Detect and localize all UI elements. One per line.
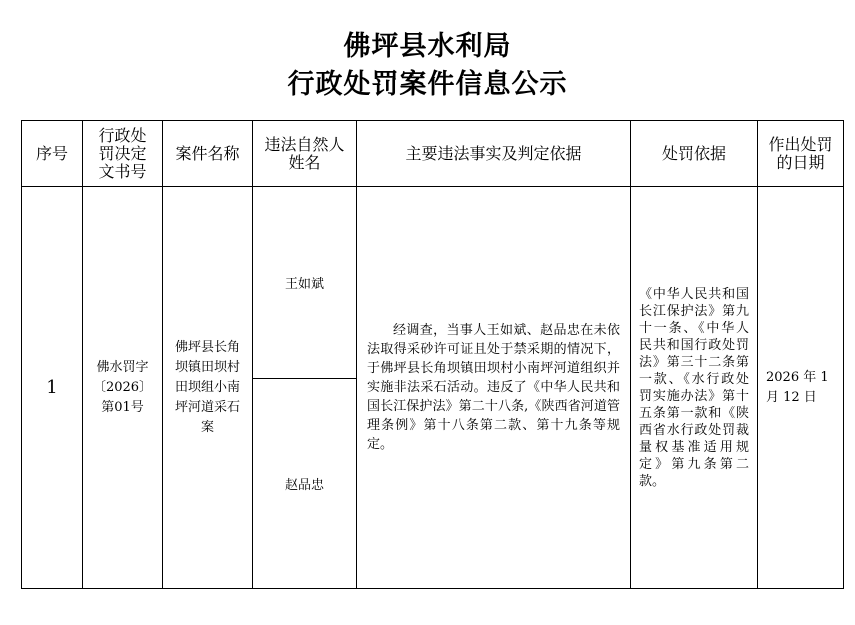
cell-case-name: 佛坪县长角坝镇田坝村田坝组小南坪河道采石案 [163,187,253,589]
header-doc-no: 行政处罚决定文书号 [83,121,163,187]
header-date: 作出处罚的日期 [758,121,844,187]
cell-person-2: 赵品忠 [253,379,357,589]
table-row [22,187,844,379]
header-case-name: 案件名称 [163,121,253,187]
cell-date: 2026 年 1 月 12 日 [758,187,844,589]
header-facts: 主要违法事实及判定依据 [357,121,631,187]
cell-doc-no: 佛水罚字〔2026〕第01号 [83,187,163,589]
cell-person-1: 王如斌 [253,187,357,379]
page-title-line-1: 佛坪县水利局 [343,31,512,62]
page-title-line-2: 行政处罚案件信息公示 [287,69,568,100]
header-row [22,121,844,187]
cell-basis: 《中华人民共和国长江保护法》第九十一条、《中华人民共和国行政处罚法》第三十二条第一款、《水行政处罚实施办法》第十五条第一款和《陕西省水行政处罚裁量权基准适用规定》第九条第二款。 [631,187,758,589]
header-basis: 处罚依据 [631,121,758,187]
case-info-table [21,120,844,589]
cell-facts: 经调查，当事人王如斌、赵品忠在未依法取得采砂许可证且处于禁采期的情况下，于佛坪县长角坝镇田坝村小南坪河道组织并实施非法采石活动。违反了《中华人民共和国长江保护法》第二十八条,《陕西省河道管理条例》第十八条第二款、第十九条等规定。 [357,187,631,589]
cell-seq: 1 [22,187,83,589]
header-seq: 序号 [22,121,83,187]
header-person: 违法自然人姓名 [253,121,357,187]
